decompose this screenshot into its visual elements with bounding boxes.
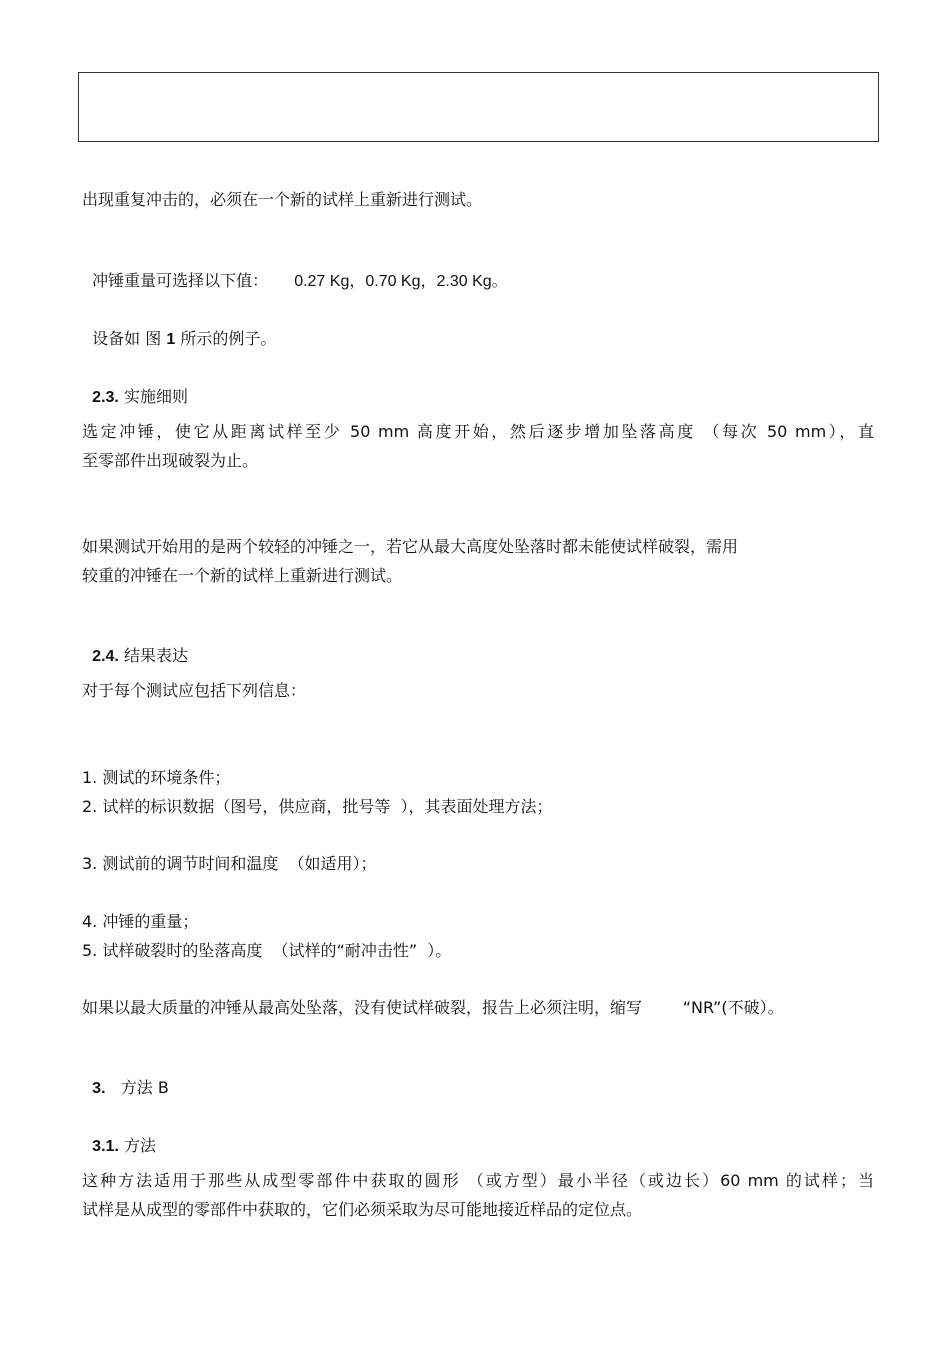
figure-ref-prefix: 设备如 图 (92, 329, 167, 348)
paragraph-procedure-line-1: 选定冲锤，使它从距离试样至少 50 mm 高度开始，然后逐步增加坠落高度 （每次 50 mm），直 (82, 422, 874, 441)
paragraph-repeat-impact: 出现重复冲击的，必须在一个新的试样上重新进行测试。 (82, 190, 483, 209)
list-item: 5. 试样破裂时的坠落高度 （试样的“耐冲击性” ）。 (82, 941, 452, 960)
section-title: 实施细则 (118, 387, 188, 406)
header-frame (78, 72, 879, 142)
list-item: 1. 测试的环境条件； (82, 768, 231, 787)
paragraph-nr-note: 如果以最大质量的冲锤从最高处坠落，没有使试样破裂，报告上必须注明，缩写 “NR”(不破）。 (82, 998, 784, 1017)
list-item: 4. 冲锤的重量； (82, 912, 199, 931)
section-title: 方法 (118, 1136, 156, 1155)
paragraph-equipment-figure (82, 306, 276, 351)
hammer-weights-values: 0.27 Kg，0.70 Kg，2.30 Kg。 (294, 273, 508, 290)
section-title: 结果表达 (118, 646, 188, 665)
section-number: 3. (92, 1080, 106, 1097)
paragraph-hammer-weights (82, 248, 508, 293)
section-number: 2.3. (92, 389, 119, 406)
list-item: 2. 试样的标识数据（图号，供应商，批号等 ），其表面处理方法； (82, 797, 553, 816)
paragraph-procedure-line-2: 至零部件出现破裂为止。 (82, 451, 259, 470)
section-heading-3 (82, 1055, 169, 1100)
section-heading-2-4 (82, 623, 188, 668)
paragraph-method-b-line-1: 这种方法适用于那些从成型零部件中获取的圆形 （或方型）最小半径（或边长）60 mm 的试样；当 (82, 1171, 874, 1190)
section-title: 方法 B (105, 1078, 169, 1097)
figure-number: 1 (166, 331, 176, 348)
figure-ref-suffix: 所示的例子。 (175, 329, 277, 348)
paragraph-method-b-line-2: 试样是从成型的零部件中获取的，它们必须采取为尽可能地接近样品的定位点。 (82, 1200, 643, 1219)
section-number: 3.1. (92, 1138, 119, 1155)
paragraph-info-intro: 对于每个测试应包括下列信息： (82, 681, 307, 700)
paragraph-heavier-hammer-line-2: 较重的冲锤在一个新的试样上重新进行测试。 (82, 566, 403, 585)
list-item: 3. 测试前的调节时间和温度 （如适用）； (82, 854, 377, 873)
section-heading-2-3 (82, 364, 188, 409)
paragraph-heavier-hammer-line-1: 如果测试开始用的是两个较轻的冲锤之一，若它从最大高度处坠落时都未能使试样破裂，需用 (82, 537, 739, 556)
section-heading-3-1 (82, 1113, 156, 1158)
section-number: 2.4. (92, 648, 119, 665)
hammer-weights-label: 冲锤重量可选择以下值： (92, 271, 269, 290)
